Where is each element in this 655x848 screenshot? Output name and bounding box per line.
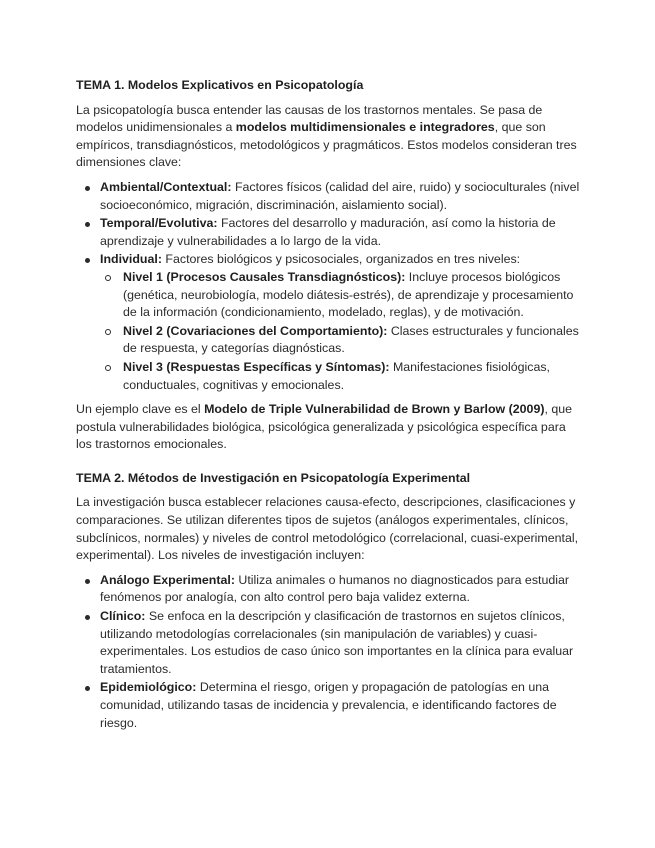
list-item: Individual: Factores biológicos y psicosociales, organizados en tres niveles: Nivel 1 (Procesos Causales Transdiagnósticos): Incluye procesos biológicos (genética, neurobiología, modelo diátesis-estrés), de aprendizaje y procesamiento de la información (condicionamiento, modelado, reglas), y de motivación. Nivel 2 (Covariaciones del Comportamiento): Clases estructurales y funcionales de respuesta, y categorías diagnósticas. Nivel 3 (Respuestas Específicas y Síntomas): Manifestaciones fisiológicas, conductuales, cognitivas y emocionales. [76,251,581,394]
levels-sublist [100,269,581,394]
tema-1-intro [76,102,581,172]
intro-bold-text: modelos multidimensionales e integradores [235,120,495,135]
list-item: Epidemiológico: Determina el riesgo, origen y propagación de patologías en una comunidad, utilizando tasas de incidencia y prevalencia, e identificando factores de riesgo. [76,679,581,732]
research-levels-list [76,572,581,732]
sublist-item: Nivel 1 (Procesos Causales Transdiagnósticos): Incluye procesos biológicos (genética, neurobiología, modelo diátesis-estrés), de aprendizaje y procesamiento de la información (condicionamiento, modelado, reglas), y de motivación. [100,269,581,322]
intro-text-end: , que son empíricos, transdiagnósticos, metodológicos y pragmáticos. Estos modelos consideran tres dimensiones clave: [76,120,577,170]
sublist-item: Nivel 3 (Respuestas Específicas y Síntomas): Manifestaciones fisiológicas, conductuales, cognitivas y emocionales. [100,359,581,394]
section-title-tema-2: TEMA 2. Métodos de Investigación en Psicopatología Experimental [76,470,471,485]
tema-2-intro: La investigación busca establecer relaciones causa-efecto, descripciones, clasificaciones y comparaciones. Se utilizan diferentes tipos de sujetos (análogos experimentales, clínicos, subclínicos, normales) y niveles de control metodológico (correlacional, cuasi-experimental, experimental). Los niveles de investigación incluyen: [76,495,579,563]
intro-text: La psicopatología busca entender las causas de los trastornos mentales. Se pasa de modelos unidimensionales a [76,102,543,135]
list-item: Análogo Experimental: Utiliza animales o humanos no diagnosticados para estudiar fenómenos por analogía, con alto control pero baja validez externa. [76,572,581,607]
tema-1-example: Un ejemplo clave es el Modelo de Triple Vulnerabilidad de Brown y Barlow (2009), que postula vulnerabilidades biológica, psicológica generalizada y psicológica específica para los trastornos emocionales. [76,402,573,452]
sublist-item: Nivel 2 (Covariaciones del Comportamiento): Clases estructurales y funcionales de respuesta, y categorías diagnósticas. [100,323,581,358]
list-item: Temporal/Evolutiva: Factores del desarrollo y maduración, así como la historia de aprendizaje y vulnerabilidades a lo largo de la vida. [76,215,581,250]
list-item: Clínico: Se enfoca en la descripción y clasificación de trastornos en sujetos clínicos, utilizando metodologías correlacionales (sin manipulación de variables) y cuasi-experimentales. Los estudios de caso único son importantes en la clínica para evaluar tratamientos. [76,608,581,678]
dimensions-list [76,179,581,394]
section-title-tema-1: TEMA 1. Modelos Explicativos en Psicopatología [76,78,364,92]
list-item: Ambiental/Contextual: Factores físicos (calidad del aire, ruido) y socioculturales (nivel socioeconómico, migración, discriminación, aislamiento social). [76,179,581,214]
